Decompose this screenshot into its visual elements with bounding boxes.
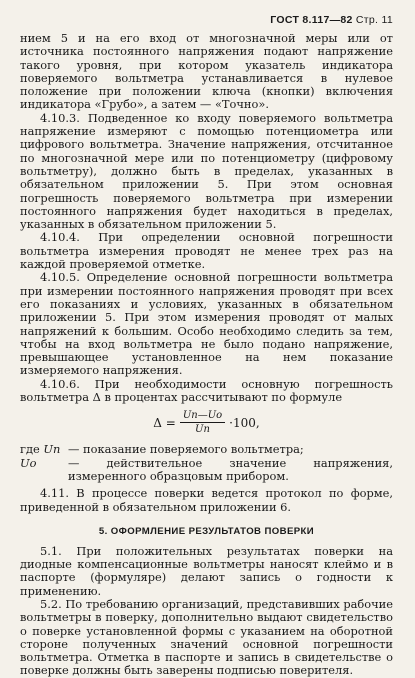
paragraph-4-11: 4.11. В процессе поверки ведется протокол по форме, приведенной в обязательном приложении 6. [20,486,393,514]
paragraph-5-1: 5.1. При положительных результатах поверки на диодные компенсационные вольтметры наносят клеймо и в паспорте (формуляре) делают запись о годности к применению. [20,543,393,598]
definition-symbol: Uп [43,442,61,457]
definition-label: где [20,442,40,457]
formula-denominator: Uп [195,424,210,436]
formula-numerator: Uп—Uо [180,410,225,423]
error-formula [20,410,393,435]
page-number: Стр. 11 [355,14,393,26]
gost-number: ГОСТ 8.117—82 [270,14,353,26]
definition-row [20,443,393,456]
paragraph-4-10-4: 4.10.4. При определении основной погрешности вольтметра измерения проводят не менее трех раз на каждой проверяемой отметке. [20,230,393,272]
formula-rhs: ·100, [229,415,260,430]
formula-definitions [20,443,393,483]
paragraph-4-10-3: 4.10.3. Подведенное ко входу поверяемого вольтметра напряжение измеряют с помощью потенциометра или цифрового вольтметра. Значение напряжения, отсчитанное по многозначной мере или по потенциометру (цифровому вольтметру), должно быть в пределах, указанных в обязательном приложении 5. При этом основная погрешность поверяемого вольтметра при измерении постоянного напряжения будет находиться в пределах, указанных в обязательном приложении 5. [20,110,393,232]
formula-lhs: Δ = [153,415,176,430]
definition-text: — показание поверяемого вольтметра; [68,442,304,457]
definition-text: — действительное значение напряжения, измеренного образцовым прибором. [68,455,393,483]
paragraph-4-10-5: 4.10.5. Определение основной погрешности вольтметра при измерении постоянного напряжения проводят при всех его показаниях и условиях, указанных в обязательном приложении 5. При этом измерения проводят от малых напряжений к большим. Особо необходимо следить за тем, чтобы на вход вольтметра не было подано напряжение, превышающее установленное на нем показание измеряемого напряжения. [20,270,393,378]
paragraph-continuation: нием 5 и на его вход от многозначной меры или от источника постоянного напряжения подают напряжение такого уровня, при котором указатель индикатора поверяемого вольтметра устанавливается в нулевое положение при положении ключа (кнопки) включения индикатора «Грубо», а затем — «Точно». [20,31,393,112]
page-header [20,14,393,26]
definition-row [20,457,393,484]
paragraph-4-10-6: 4.10.6. При необходимости основную погрешность вольтметра Δ в процентах рассчитывают по формуле [20,376,393,405]
paragraph-5-2: 5.2. По требованию организаций, представивших рабочие вольтметры в поверку, дополнительно выдают свидетельство о поверке установленной формы с указанием на оборотной стороне полученных значений основной погрешности вольтметра. Отметка в паспорте и запись в свидетельстве о поверке должны быть заверены подписью поверителя. [20,596,394,678]
definition-symbol: Uо [20,455,37,470]
formula-fraction [180,410,225,435]
section-title: 5. ОФОРМЛЕНИЕ РЕЗУЛЬТАТОВ ПОВЕРКИ [98,525,315,537]
